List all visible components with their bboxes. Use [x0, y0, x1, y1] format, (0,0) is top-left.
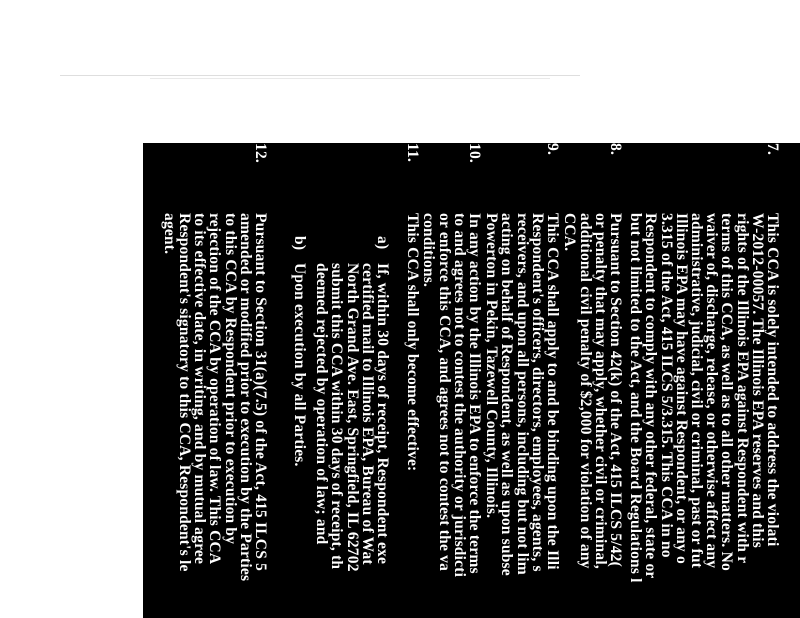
text-line: but not limited to the Act, and the Board Regulations l — [627, 213, 645, 583]
text-line: to and agrees not to contest the authority or jurisdicti — [450, 213, 468, 578]
text-line: Pursuant to Section 42(k) of the Act, 415 ILCS 5/42( — [607, 213, 624, 567]
paragraph-number: 12. — [252, 143, 269, 163]
text-line: certified mail to Illinois EPA, Bureau of Wat — [358, 263, 376, 565]
paragraph-text — [405, 213, 420, 618]
paragraph-text — [628, 213, 780, 618]
text-line: Upon execution by all Parties. — [291, 263, 308, 467]
text-line: CCA. — [561, 213, 579, 252]
text-line: amended or modified prior to execution by the Parties — [236, 213, 254, 582]
scan-artifact-line — [150, 78, 550, 79]
text-line: W-2012-00057. The Illinois EPA reserves and this — [748, 213, 766, 548]
text-line: North Grand Ave. East, Springfield, IL 62702 — [343, 263, 361, 572]
paragraph-number: 10. — [466, 143, 483, 163]
text-line: Illinois EPA may have against Respondent, or any o — [672, 213, 690, 564]
text-line: This CCA shall only become effective: — [404, 213, 421, 472]
subitem-text — [292, 263, 307, 618]
text-line: Respondent's officers, directors, employees, agents, s — [528, 213, 546, 572]
rotated-document-page — [143, 143, 800, 618]
text-line: 3.315 of the Act, 415 ILCS 5/3.315. This CCA in no — [657, 213, 675, 558]
text-line: agent. — [160, 213, 178, 255]
text-line: to this CCA by Respondent prior to execution by — [221, 213, 239, 545]
paragraph-text — [562, 213, 623, 618]
text-line: deemed rejected by operation of law; and — [313, 263, 331, 545]
text-line: This CCA shall apply to and be binding upon the Illi — [544, 213, 561, 570]
paragraph-number: 11. — [404, 143, 421, 163]
text-line: This CCA is solely intended to address the violati — [764, 213, 781, 547]
text-line: rights of the Illinois EPA against Respondent with r — [733, 213, 751, 564]
paragraph-number: 7. — [764, 143, 781, 156]
text-line: In any action by the Illinois EPA to enforce the terms — [466, 213, 483, 574]
text-line: acting on behalf of Respondent, as well as upon subse — [498, 213, 516, 576]
text-line: If, within 30 days of receipt, Respondent exe — [374, 263, 391, 565]
subitem-text — [314, 263, 390, 618]
text-line: Respondent to comply with any other federal, state or — [642, 213, 660, 579]
text-line: rejection of the CCA by operation of law. This CCA — [206, 213, 224, 565]
paragraph-text — [162, 213, 268, 618]
scanned-page-region — [143, 143, 800, 618]
text-line: or enforce this CCA, and agrees not to contest the va — [435, 213, 453, 572]
scan-artifact-line — [60, 75, 580, 76]
text-line: Respondent's signatory to this CCA, Respondent's le — [175, 213, 193, 572]
text-line: terms of this CCA, as well as to all other matters. No — [718, 213, 736, 571]
text-line: or penalty that may apply, whether civil or criminal, — [591, 213, 609, 569]
paragraph-text — [421, 213, 482, 618]
paragraph-number: 9. — [544, 143, 561, 156]
text-line: submit this CCA within 30 days of receipt, th — [328, 263, 346, 570]
text-line: Pursuant to Section 31(a)(7.5) of the Act, 415 ILCS 5 — [252, 213, 269, 572]
paragraph-text — [484, 213, 560, 618]
paragraph-number: 8. — [607, 143, 624, 156]
subitem-letter: a) — [374, 236, 391, 250]
text-line: Powerton in Pekin, Tazewell County, Illinois. — [483, 213, 501, 519]
text-line: receivers, and upon all persons, including but not lim — [513, 213, 531, 575]
text-line: additional civil penalty of $2,000 for violation of any — [576, 213, 594, 569]
text-line: to its effective date, in writing, and by mutual agree — [191, 213, 209, 565]
subitem-letter: b) — [291, 236, 308, 251]
text-line: waiver of, discharge, release, or otherwise affect any — [703, 213, 721, 569]
text-line: conditions. — [420, 213, 438, 288]
text-line: administrative, judicial, civil or criminal, past or fut — [687, 213, 705, 569]
